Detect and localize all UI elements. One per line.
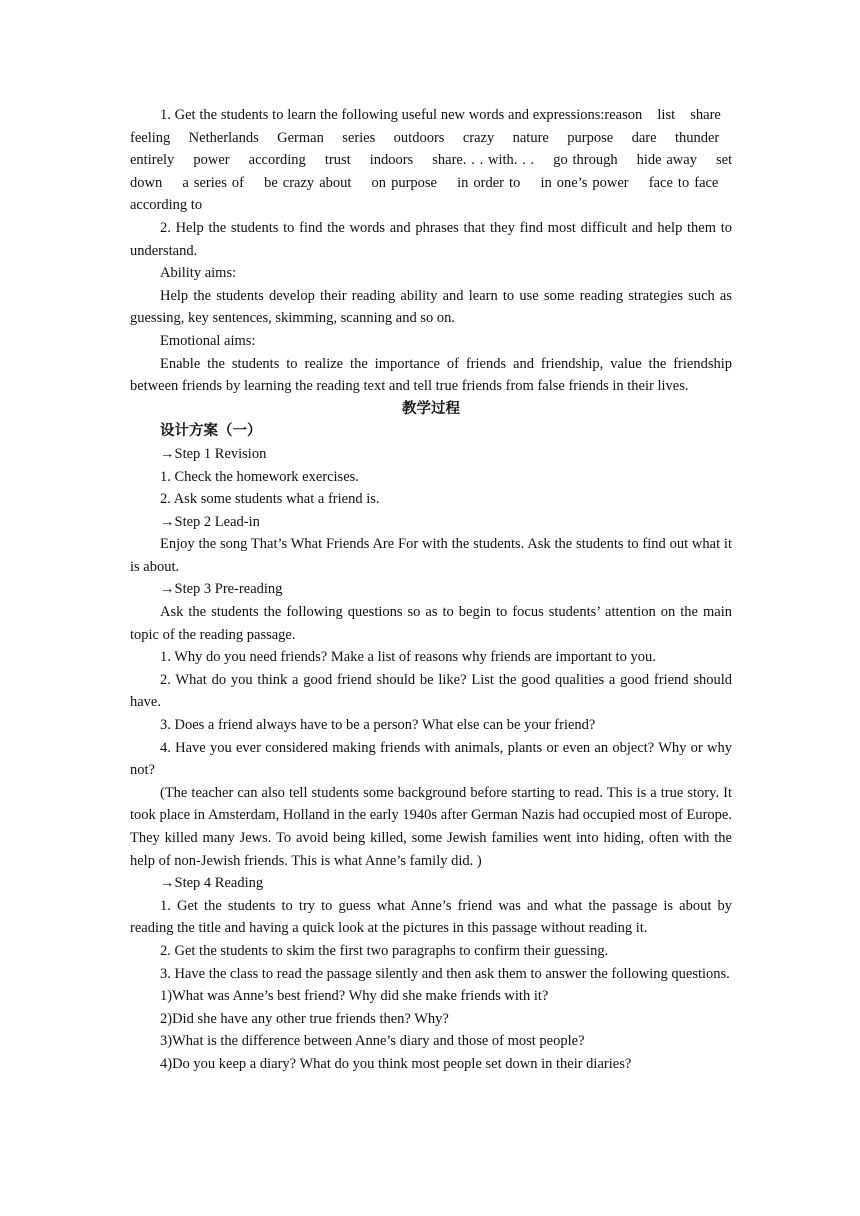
vocab-term: feeling [130, 129, 171, 146]
vocab-term: set down [130, 152, 733, 191]
vocab-term: Netherlands [188, 129, 259, 146]
vocab-term: hide away [636, 152, 697, 169]
step-1-item-b: 2. Ask some students what a friend is. [160, 491, 380, 508]
step-1-heading: →Step 1 Revision [160, 445, 267, 462]
vocab-term: outdoors [393, 129, 445, 146]
step-4-heading: →Step 4 Reading [160, 875, 264, 892]
vocab-term: nature [512, 129, 549, 146]
step-2-text: Enjoy the song That’s What Friends Are For with the students. Ask the students to find out what it is about. [130, 536, 732, 575]
objective-1-prefix: 1. Get the students to learn the following useful new words and expressions: [160, 107, 605, 123]
vocab-term: thunder [674, 129, 720, 146]
vocab-term: be crazy about [264, 174, 352, 191]
vocab-term: share. . . with. . . [432, 152, 535, 169]
vocab-paragraph [130, 104, 732, 217]
vocab-term: share [690, 107, 721, 123]
process-title: 教学过程 [402, 400, 460, 417]
vocab-term: trust [324, 152, 351, 169]
emotional-text: Enable the students to realize the importance of friends and friendship, value the friendship between friends by learning the reading text and tell true friends from false friends in their lives. [130, 355, 732, 395]
vocab-term: a series of [182, 174, 244, 191]
sub-question-1: 1)What was Anne’s best friend? Why did she make friends with it? [160, 988, 549, 1005]
ability-heading: Ability aims: [160, 265, 237, 282]
step-2-heading: →Step 2 Lead-in [160, 513, 260, 530]
question-1: 1. Why do you need friends? Make a list of reasons why friends are important to you. [160, 649, 656, 666]
vocab-term: power [193, 152, 230, 169]
question-3: 3. Does a friend always have to be a person? What else can be your friend? [160, 717, 596, 734]
vocab-term: according to [130, 197, 203, 214]
question-4: 4. Have you ever considered making friends with animals, plants or even an object? Why or why not? [130, 739, 732, 779]
vocab-term: go through [553, 152, 618, 169]
vocab-term: series [342, 129, 376, 146]
reading-item-1: 1. Get the students to try to guess what Anne’s friend was and what the passage is about by reading the title and having a quick look at the pictures in this passage without reading it. [130, 897, 732, 937]
vocab-term: crazy [462, 129, 495, 146]
vocab-term: on purpose [371, 174, 437, 191]
reading-item-3: 3. Have the class to read the passage silently and then ask them to answer the following questions. [160, 965, 730, 982]
reading-item-2: 2. Get the students to skim the first two paragraphs to confirm their guessing. [160, 942, 609, 959]
ability-text: Help the students develop their reading ability and learn to use some reading strategies such as guessing, key sentences, skimming, scanning and so on. [130, 287, 732, 327]
vocab-term: reason [604, 107, 643, 123]
sub-question-3: 3)What is the difference between Anne’s diary and those of most people? [160, 1033, 585, 1050]
vocab-term: list [657, 107, 676, 123]
emotional-heading: Emotional aims: [160, 332, 256, 349]
step-1-item-a: 1. Check the homework exercises. [160, 468, 359, 485]
plan-heading: 设计方案（一） [160, 423, 262, 440]
vocab-term: according [248, 152, 306, 169]
objective-2: 2. Help the students to find the words and phrases that they find most difficult and help them to understand. [130, 219, 732, 259]
background-note: (The teacher can also tell students some background before starting to read. This is a true story. It took place in Amsterdam, Holland in the early 1940s after German Nazis had occupied most of Europe. They killed many Jews. To avoid being killed, some Jewish families went into hiding, often with the help of non-Jewish friends. This is what Anne’s family did. ) [130, 784, 732, 869]
vocab-term: face to face [648, 174, 719, 191]
vocab-term: in one’s power [540, 174, 629, 191]
vocab-term: indoors [369, 152, 414, 169]
question-2: 2. What do you think a good friend should be like? List the good qualities a good friend should have. [130, 671, 732, 711]
sub-question-4: 4)Do you keep a diary? What do you think most people set down in their diaries? [160, 1055, 632, 1072]
document-page [130, 104, 732, 1076]
sub-question-2: 2)Did she have any other true friends then? Why? [160, 1010, 449, 1027]
vocab-term: entirely [130, 152, 175, 169]
vocab-term: German [277, 129, 324, 146]
vocab-term: in order to [457, 174, 521, 191]
vocab-term: dare [631, 129, 657, 146]
vocab-term: purpose [567, 129, 614, 146]
step-3-heading: →Step 3 Pre-reading [160, 581, 283, 598]
step-3-text: Ask the students the following questions so as to begin to focus students’ attention on the main topic of the reading passage. [130, 604, 732, 643]
